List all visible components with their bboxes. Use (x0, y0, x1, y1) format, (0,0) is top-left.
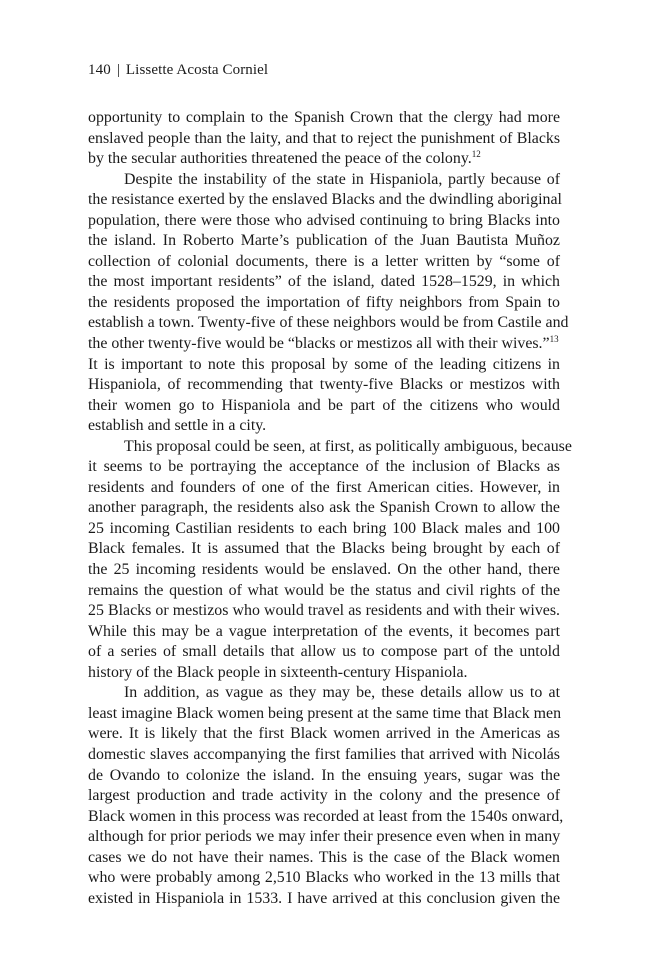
line-text: cases we do not have their names. This is the case of the Black women (88, 848, 560, 866)
text-line (88, 334, 560, 355)
running-head (88, 62, 268, 79)
author-name: Lissette Acosta Corniel (125, 62, 269, 78)
text-line (88, 622, 560, 643)
text-line (88, 149, 560, 170)
line-text: were. It is likely that the first Black women arrived in the Americas as (88, 725, 560, 743)
line-text: although for prior periods we may infer their presence even when in many (88, 828, 561, 846)
paragraph (88, 108, 560, 170)
text-line (88, 766, 560, 787)
line-text: of a series of small details that allow us to compose part of the untold (88, 643, 560, 661)
line-text: Hispaniola, of recommending that twenty-five Blacks or mestizos with (88, 376, 560, 394)
text-line (88, 745, 560, 766)
text-line (88, 868, 560, 889)
text-line (88, 786, 560, 807)
line-text: the resistance exerted by the enslaved Blacks and the dwindling aboriginal (88, 191, 562, 209)
line-text: Black females. It is assumed that the Blacks being brought by each of (88, 540, 560, 558)
line-text: opportunity to complain to the Spanish Crown that the clergy had more (88, 109, 560, 126)
text-line (88, 724, 560, 745)
line-text: it seems to be portraying the acceptance of the inclusion of Blacks as (88, 458, 560, 476)
line-text: by the secular authorities threatened the peace of the colony. (88, 150, 472, 168)
line-text: Despite the instability of the state in Hispaniola, partly because of (124, 170, 560, 188)
line-text: establish a town. Twenty-five of these neighbors would be from Castile and (88, 314, 569, 332)
body-text (88, 108, 572, 909)
line-text: existed in Hispaniola in 1533. I have arrived at this conclusion given the (88, 889, 560, 907)
line-text: This proposal could be seen, at first, as politically ambiguous, because (124, 437, 572, 455)
header-separator: | (116, 62, 120, 78)
text-line (88, 252, 560, 273)
text-line (88, 129, 560, 150)
line-text: history of the Black people in sixteenth-century Hispaniola. (88, 663, 468, 681)
text-line (88, 498, 560, 519)
line-text: In addition, as vague as they may be, these details allow us to at (124, 684, 560, 702)
line-text: the residents proposed the importation of fifty neighbors from Spain to (88, 293, 560, 311)
text-line (88, 437, 572, 458)
text-line (88, 396, 560, 417)
line-text: remains the question of what would be the status and civil rights of the (88, 581, 560, 599)
line-text: population, there were those who advised continuing to bring Blacks into (88, 211, 560, 229)
line-text: who were probably among 2,510 Blacks who worked in the 13 mills that (88, 869, 560, 887)
text-line (88, 272, 560, 293)
text-line (88, 375, 560, 396)
line-text: enslaved people than the laity, and that to reject the punishment of Blacks (88, 129, 560, 147)
text-line (88, 889, 560, 910)
text-line (88, 848, 560, 869)
text-line (88, 190, 560, 211)
text-line (88, 581, 560, 602)
text-line (88, 478, 560, 499)
text-line (88, 293, 560, 314)
line-text: least imagine Black women being present at the same time that Black men (88, 704, 562, 722)
paragraph (88, 683, 564, 909)
text-line (88, 211, 560, 232)
line-text: 25 Blacks or mestizos who would travel as residents and with their wives. (88, 602, 560, 620)
page-number: 140 (88, 62, 111, 78)
text-line (88, 108, 560, 129)
line-text: their women go to Hispaniola and be part of the citizens who would (88, 396, 560, 414)
text-line (88, 170, 560, 191)
line-text: residents and founders of one of the first American cities. However, in (88, 478, 560, 496)
line-text: establish and settle in a city. (88, 417, 267, 435)
text-line (88, 642, 560, 663)
line-text: largest production and trade activity in the colony and the presence of (88, 787, 560, 805)
line-text: the island. In Roberto Marte’s publication of the Juan Bautista Muñoz (88, 232, 560, 250)
text-line (88, 231, 560, 252)
line-text: the most important residents” of the island, dated 1528–1529, in which (88, 273, 560, 291)
line-text: While this may be a vague interpretation of the events, it becomes part (88, 622, 560, 640)
text-line (88, 704, 560, 725)
text-line (88, 519, 560, 540)
text-line (88, 827, 560, 848)
line-text: the other twenty-five would be “blacks or mestizos all with their wives.” (88, 335, 550, 353)
text-line (88, 355, 560, 376)
text-line (88, 683, 560, 704)
line-text: It is important to note this proposal by some of the leading citizens in (88, 355, 560, 373)
line-text: de Ovando to colonize the island. In the ensuing years, sugar was the (88, 766, 560, 784)
text-line (88, 457, 560, 478)
text-line (88, 539, 560, 560)
footnote-marker[interactable]: 12 (471, 149, 481, 160)
line-text: 25 incoming Castilian residents to each bring 100 Black males and 100 (88, 519, 560, 537)
footnote-marker[interactable]: 13 (549, 334, 559, 345)
line-text: the 25 incoming residents would be enslaved. On the other hand, there (88, 561, 560, 579)
text-line (88, 807, 564, 828)
text-line (88, 313, 569, 334)
line-text: another paragraph, the residents also ask the Spanish Crown to allow the (88, 499, 560, 517)
text-line (88, 416, 560, 437)
line-text: collection of colonial documents, there is a letter written by “some of (88, 252, 560, 270)
line-text: domestic slaves accompanying the first families that arrived with Nicolás (88, 745, 560, 763)
text-line (88, 663, 560, 684)
paragraph (88, 170, 569, 437)
text-line (88, 601, 560, 622)
paragraph (88, 437, 572, 684)
text-line (88, 560, 560, 581)
line-text: Black women in this process was recorded at least from the 1540s onward, (88, 807, 564, 825)
